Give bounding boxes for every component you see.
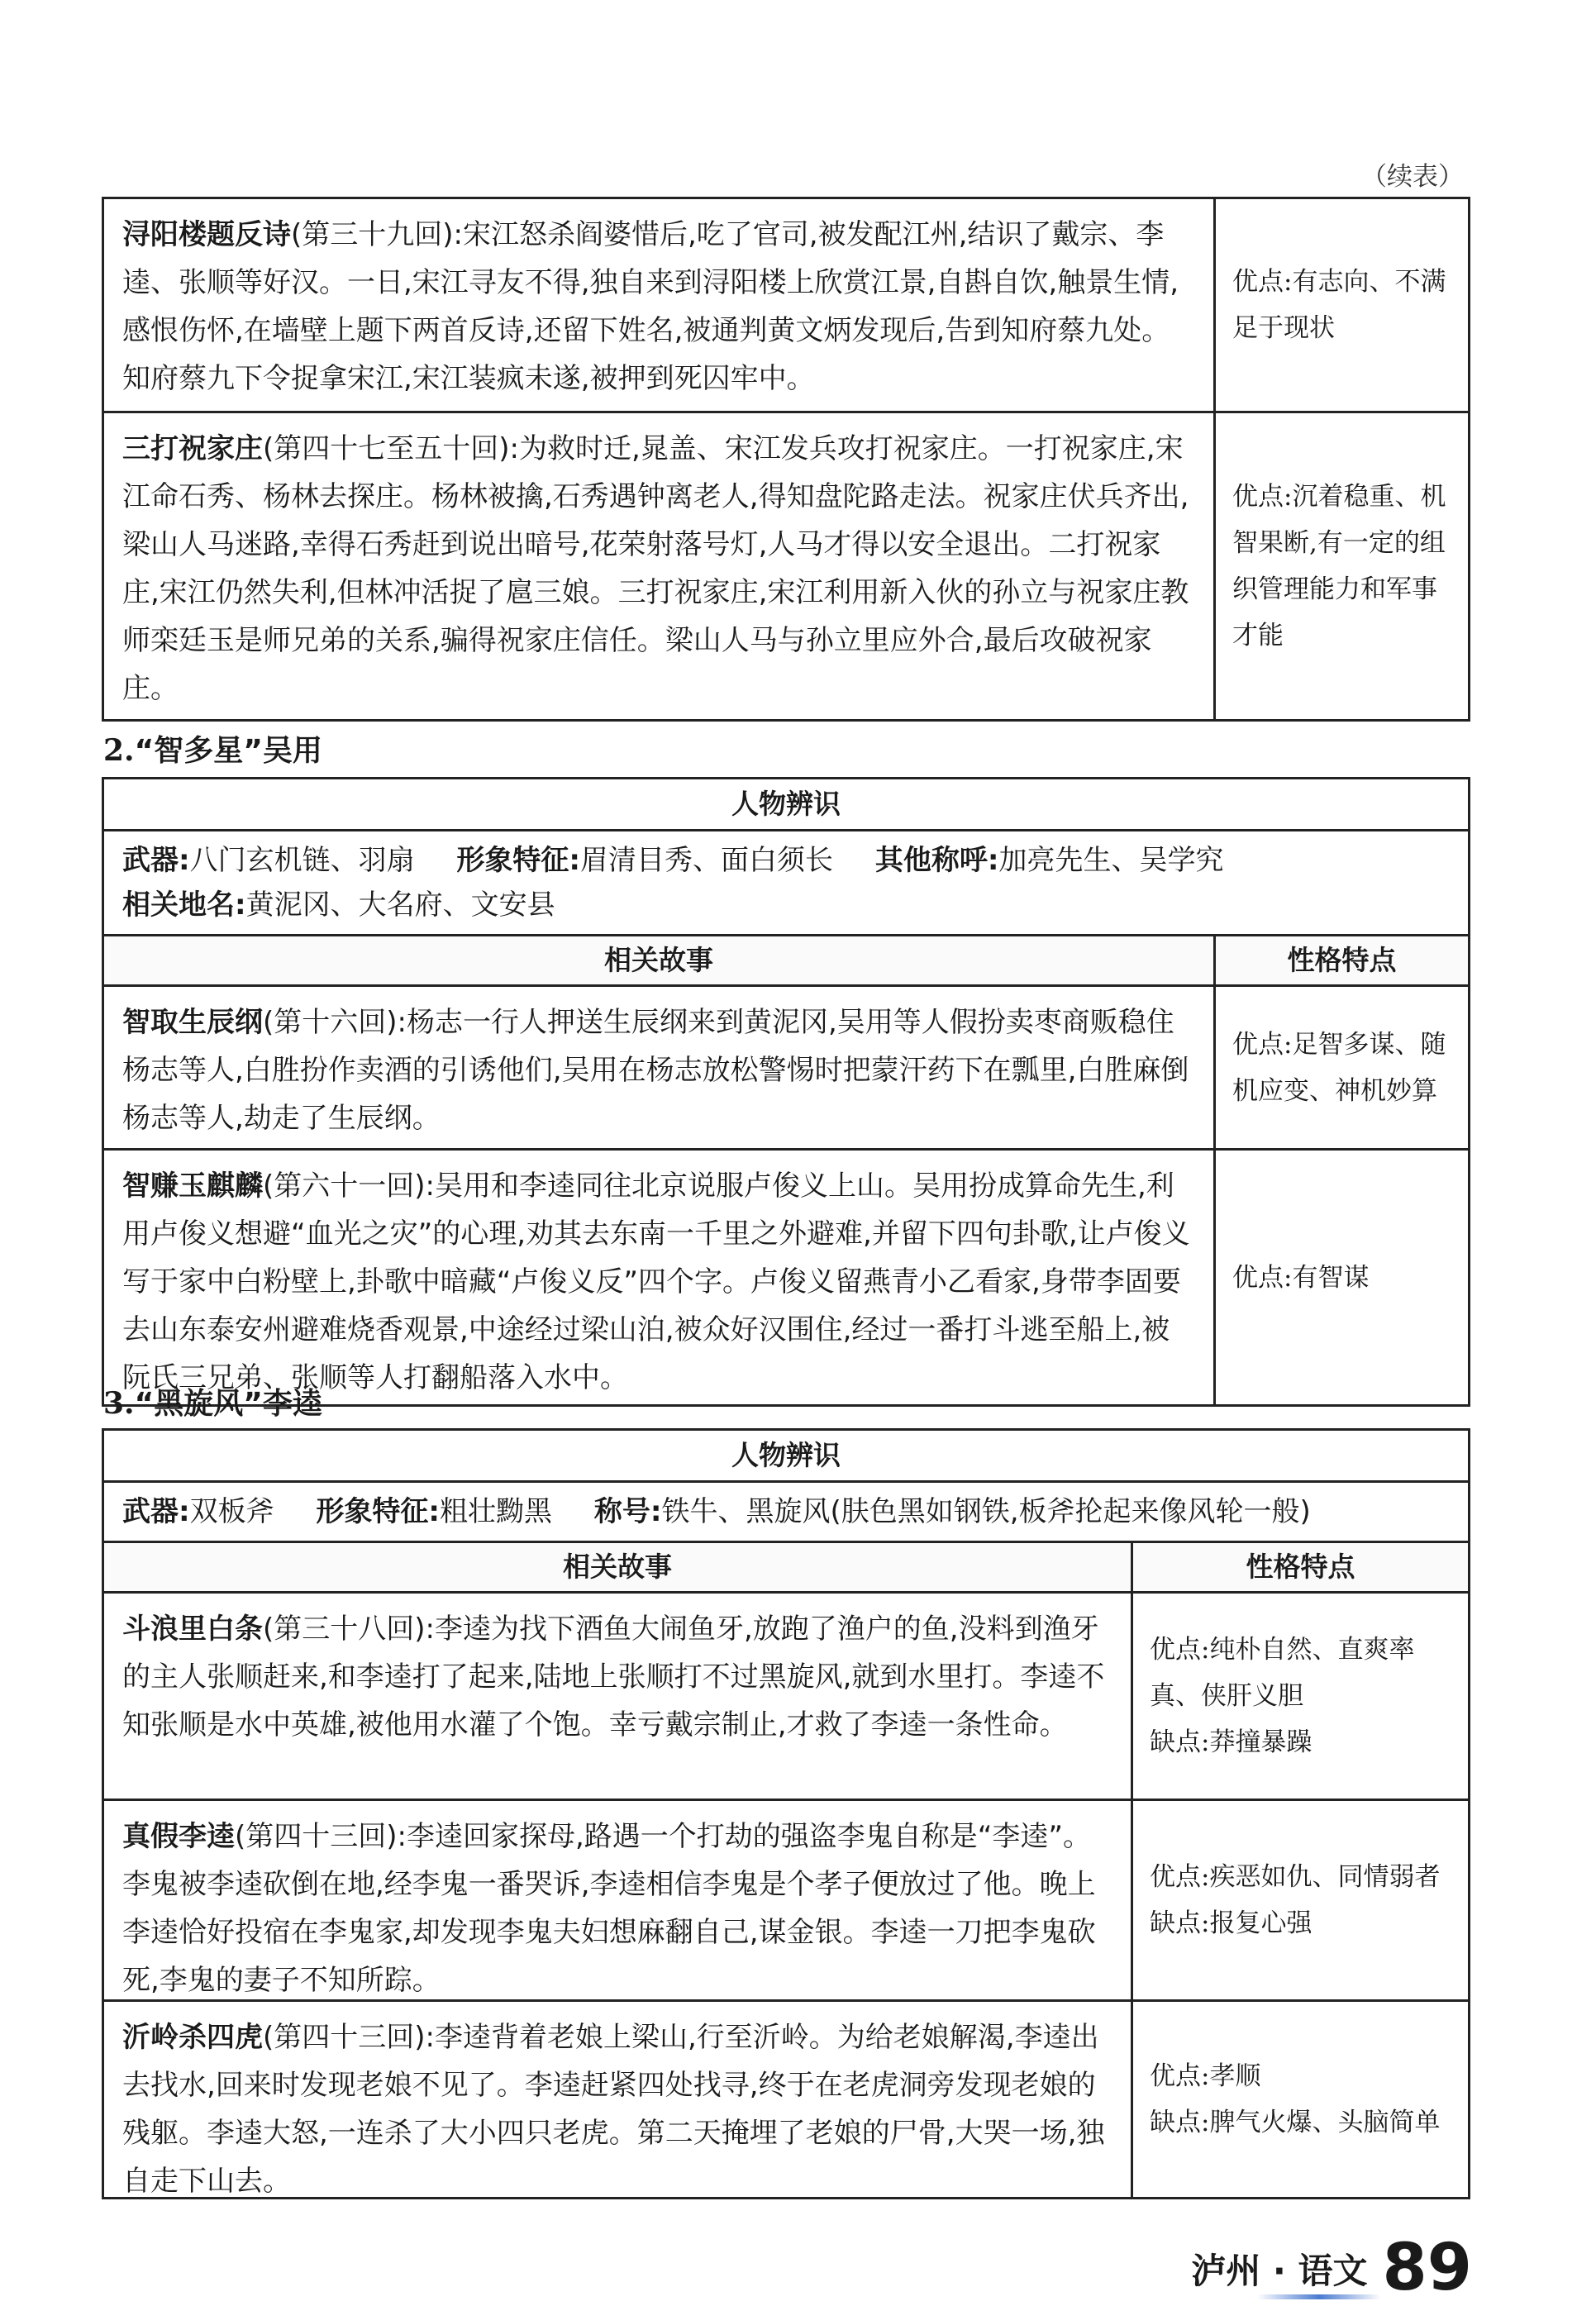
songjiang-table (102, 197, 1470, 722)
footer-decoration (1257, 2294, 1381, 2299)
story-body: (第十六回):杨志一行人押送生辰纲来到黄泥冈,吴用等人假扮卖枣商贩稳住杨志等人,白胜扮作卖酒的引诱他们,吴用在杨志放松警惕时把蒙汗药下在瓢里,白胜麻倒杨志等人,劫走了生辰纲。 (122, 1006, 1189, 1135)
trait-text: 优点:有智谋 (1232, 1262, 1370, 1293)
trait-con: 缺点:报复心强 (1150, 1908, 1313, 1938)
footer-location: 泸州 · 语文 (1191, 2251, 1368, 2291)
page-number: 89 (1382, 2231, 1472, 2305)
likui-table (102, 1428, 1470, 2199)
story-cell (104, 413, 1213, 719)
trait-cell (1131, 1594, 1468, 1799)
identify-title: 人物辨识 (731, 788, 841, 820)
story-body: (第六十一回):吴用和李逵同往北京说服卢俊义上山。吴用扮成算命先生,利用卢俊义想避“血光之灾”的心理,劝其去东南一千里之外避难,并留下四句卦歌,让卢俊义写于家中白粉壁上,卦歌中暗藏“卢俊义反”四个字。卢俊义留燕青小乙看家,身带李固要去山东泰安州避难烧香观景,中途经过梁山泊,被众好汉围住,经过一番打斗逃至船上,被阮氏三兄弟、张顺等人打翻船落入水中。 (122, 1170, 1190, 1394)
page-footer (1191, 2231, 1472, 2305)
trait-pro: 优点:疾恶如仇、同情弱者 (1150, 1862, 1441, 1892)
trait-con: 缺点:莽撞暴躁 (1150, 1727, 1313, 1757)
trait-pro: 优点:孝顺 (1150, 2061, 1261, 2091)
trait-text: 优点:沉着稳重、机智果断,有一定的组织管理能力和军事才能 (1232, 482, 1446, 650)
story-cell (104, 1801, 1131, 1999)
trait-cell (1213, 199, 1468, 411)
identify-body: 武器:双板斧 形象特征:粗壮黝黑 称号:铁牛、黑旋风(肤色黑如钢铁,板斧抡起来像风轮一般) (104, 1480, 1468, 1541)
story-title: 智取生辰纲 (122, 1006, 263, 1039)
table-row (104, 199, 1468, 411)
col-story: 相关故事 (604, 944, 713, 976)
continued-label: （续表） (1361, 162, 1464, 192)
trait-text: 优点:足智多谋、随机应变、神机妙算 (1232, 1029, 1446, 1106)
table-row (104, 1999, 1468, 2197)
story-cell (104, 1151, 1213, 1404)
story-title: 浔阳楼题反诗 (122, 218, 291, 251)
section-heading-likui: 3.“黑旋风”李逵 (103, 1386, 322, 1421)
col-story: 相关故事 (563, 1551, 672, 1583)
trait-cell (1213, 413, 1468, 719)
table-row (104, 1591, 1468, 1799)
story-title: 智赚玉麒麟 (122, 1170, 263, 1203)
table-row (104, 1799, 1468, 1999)
trait-cell (1213, 987, 1468, 1148)
story-cell (104, 1594, 1131, 1799)
trait-cell (1131, 2002, 1468, 2197)
identify-title: 人物辨识 (731, 1439, 841, 1471)
trait-cell (1131, 1801, 1468, 1999)
wuyong-table (102, 777, 1470, 1407)
story-body: (第四十三回):李逵背着老娘上梁山,行至沂岭。为给老娘解渴,李逵出去找水,回来时发现老娘不见了。李逵赶紧四处找寻,终于在老虎洞旁发现老娘的残躯。李逵大怒,一连杀了大小四只老虎。第二天掩埋了老娘的尸骨,大哭一场,独自走下山去。 (122, 2021, 1105, 2198)
trait-pro: 优点:纯朴自然、直爽率真、侠肝义胆 (1150, 1635, 1415, 1711)
story-body: (第四十七至五十回):为救时迁,晁盖、宋江发兵攻打祝家庄。一打祝家庄,宋江命石秀、杨林去探庄。杨林被擒,石秀遇钟离老人,得知盘陀路走法。祝家庄伏兵齐出,梁山人马迷路,幸得石秀赶到说出暗号,花荣射落号灯,人马才得以安全退出。二打祝家庄,宋江仍然失利,但林冲活捉了扈三娘。三打祝家庄,宋江利用新入伙的孙立与祝家庄教师栾廷玉是师兄弟的关系,骗得祝家庄信任。梁山人马与孙立里应外合,最后攻破祝家庄。 (122, 432, 1189, 705)
column-header (104, 934, 1468, 984)
story-cell (104, 987, 1213, 1148)
trait-cell (1213, 1151, 1468, 1404)
story-title: 斗浪里白条 (122, 1613, 263, 1646)
story-body: (第三十八回):李逵为找下酒鱼大闹鱼牙,放跑了渔户的鱼,没料到渔牙的主人张顺赶来,和李逵打了起来,陆地上张顺打不过黑旋风,就到水里打。李逵不知张顺是水中英雄,被他用水灌了个饱。幸亏戴宗制止,才救了李逵一条性命。 (122, 1613, 1105, 1741)
story-title: 真假李逵 (122, 1820, 235, 1853)
table-row (104, 984, 1468, 1148)
story-title: 三打祝家庄 (122, 432, 263, 465)
story-title: 沂岭杀四虎 (122, 2021, 263, 2054)
story-body: (第四十三回):李逵回家探母,路遇一个打劫的强盗李鬼自称是“李逵”。李鬼被李逵砍倒在地,经李鬼一番哭诉,李逵相信李鬼是个孝子便放过了他。晚上李逵恰好投宿在李鬼家,却发现李鬼夫妇想麻翻自己,谋金银。李逵一刀把李鬼砍死,李鬼的妻子不知所踪。 (122, 1820, 1096, 1997)
table-row (104, 1148, 1468, 1404)
trait-text: 优点:有志向、不满足于现状 (1232, 267, 1446, 343)
table-row (104, 411, 1468, 719)
column-header (104, 1541, 1468, 1591)
story-body: (第三十九回):宋江怒杀阎婆惜后,吃了官司,被发配江州,结识了戴宗、李逵、张顺等好汉。一日,宋江寻友不得,独自来到浔阳楼上欣赏江景,自斟自饮,触景生情,感恨伤怀,在墙壁上题下两首反诗,还留下姓名,被通判黄文炳发现后,告到知府蔡九处。知府蔡九下令捉拿宋江,宋江装疯未遂,被押到死囚牢中。 (122, 218, 1179, 395)
trait-con: 缺点:脾气火爆、头脑简单 (1150, 2108, 1441, 2137)
story-cell (104, 2002, 1131, 2197)
story-cell (104, 199, 1213, 411)
col-trait: 性格特点 (1131, 1543, 1468, 1591)
col-trait: 性格特点 (1213, 936, 1468, 984)
section-heading-wuyong: 2.“智多星”吴用 (103, 733, 322, 768)
identify-body: 武器:八门玄机链、羽扇 形象特征:眉清目秀、面白须长 其他称呼:加亮先生、吴学究 相关地名:黄泥冈、大名府、文安县 (104, 829, 1468, 934)
